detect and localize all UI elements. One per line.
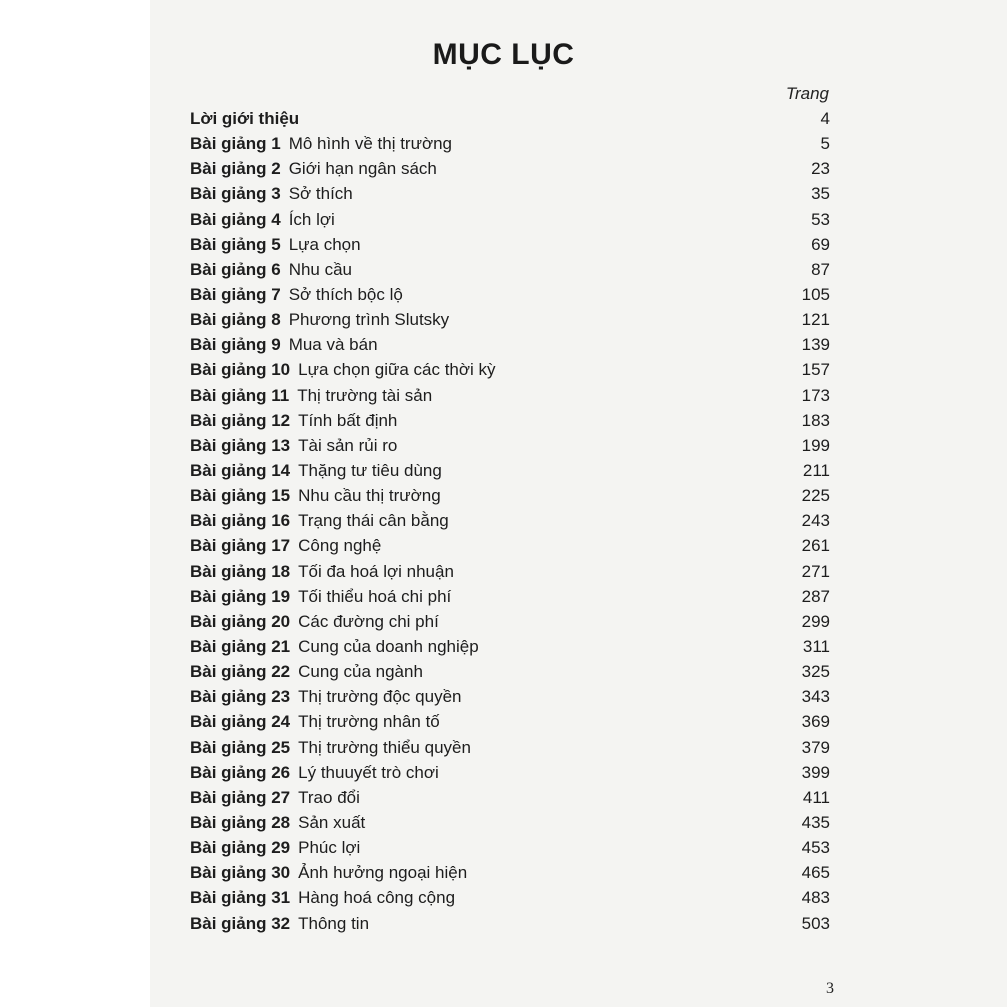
- toc-entry-label: Bài giảng 17: [190, 536, 291, 556]
- toc-entry-page: 211: [802, 460, 830, 480]
- toc-entry-page: 5: [820, 134, 830, 154]
- toc-entry: [190, 508, 830, 533]
- toc-entry: [190, 282, 830, 307]
- toc-entry-title: Thị trường thiểu quyền: [298, 737, 471, 757]
- toc-entry: [190, 131, 830, 156]
- toc-entry: [190, 785, 830, 810]
- toc-entry: [190, 483, 830, 508]
- toc-entry-label: Bài giảng 20: [190, 611, 291, 631]
- toc-entry-label: Bài giảng 31: [190, 888, 291, 908]
- toc-entry-label: Bài giảng 32: [190, 913, 291, 933]
- toc-entry-label: Bài giảng 3: [190, 184, 281, 204]
- toc-entry-label: Bài giảng 16: [190, 511, 291, 531]
- toc-entry-label: Bài giảng 26: [190, 762, 291, 782]
- footer-page-number: 3: [826, 980, 834, 997]
- toc-entry: [190, 533, 830, 558]
- toc-entry: [190, 383, 830, 408]
- toc-entry-title: Các đường chi phí: [298, 611, 439, 631]
- toc-entry-title: Thị trường tài sản: [297, 385, 433, 405]
- toc-entry: [190, 885, 830, 910]
- toc-entry-title: Mô hình về thị trường: [288, 134, 453, 154]
- toc-entry-label: Bài giảng 19: [190, 586, 291, 606]
- toc-entry-page: 399: [801, 762, 830, 782]
- toc-entry-page: 23: [811, 159, 830, 179]
- toc-entry-page: 69: [811, 234, 830, 254]
- toc-entry-label: Bài giảng 7: [190, 284, 281, 304]
- toc-entry-page: 4: [820, 109, 830, 128]
- toc-entry: [190, 307, 830, 332]
- toc-entry-label: Bài giảng 11: [190, 385, 290, 405]
- toc-entry-page: 299: [801, 611, 830, 631]
- toc-entry-page: 311: [802, 636, 830, 656]
- toc-entry-page: 243: [801, 511, 830, 531]
- toc-entry-label: Bài giảng 29: [190, 838, 291, 858]
- toc-entry-intro: [190, 106, 830, 131]
- toc-entry-label: Bài giảng 22: [190, 662, 291, 682]
- toc-entry-page: 173: [801, 385, 830, 405]
- toc-entry-title: Sở thích bộc lộ: [288, 284, 403, 304]
- toc-entry-title: Lựa chọn: [288, 234, 361, 254]
- toc-entry-title: Phương trình Slutsky: [288, 310, 450, 330]
- toc-entry-title: Ảnh hưởng ngoại hiện: [298, 863, 468, 883]
- toc-entry-title: Giới hạn ngân sách: [288, 159, 437, 179]
- toc-entry-label: Bài giảng 15: [190, 486, 291, 506]
- toc-entry-title: Ích lợi: [288, 209, 335, 229]
- toc-entry: [190, 810, 830, 835]
- toc-entry: [190, 634, 830, 659]
- toc-entry: [190, 232, 830, 257]
- toc-entry: [190, 684, 830, 709]
- toc-entry-title: Cung của doanh nghiệp: [298, 636, 479, 656]
- toc-entry: [190, 735, 830, 760]
- toc-entry-title: Phúc lợi: [298, 838, 361, 858]
- toc-entry-page: 379: [801, 737, 830, 757]
- toc-entry: [190, 659, 830, 684]
- page-title: [0, 38, 1007, 72]
- page-title-text: MỤC LỤC: [432, 38, 575, 71]
- toc-entry: [190, 458, 830, 483]
- toc-entry-title: Lý thuuyết trò chơi: [298, 762, 439, 782]
- toc-entry-page: 199: [801, 435, 830, 455]
- toc-entry-label: Bài giảng 25: [190, 737, 291, 757]
- toc-entry-label: Bài giảng 1: [190, 134, 281, 154]
- toc-entry-title: Tài sản rủi ro: [298, 435, 398, 455]
- toc-entry-page: 503: [801, 913, 830, 933]
- toc-entry-page: 287: [801, 586, 830, 606]
- toc-entry: [190, 408, 830, 433]
- toc-entry-title: Tính bất định: [298, 410, 398, 430]
- toc-entry-title: Thị trường độc quyền: [298, 687, 462, 707]
- toc-entry-page: 121: [801, 310, 830, 330]
- toc-entry-label: Bài giảng 5: [190, 234, 281, 254]
- toc-entry-label: Bài giảng 23: [190, 687, 291, 707]
- toc-entry-title: Cung của ngành: [298, 662, 423, 682]
- toc-entry-page: 105: [801, 284, 830, 304]
- toc-entry-page: 465: [801, 863, 830, 883]
- toc-entry: [190, 156, 830, 181]
- toc-entry-page: 225: [801, 486, 830, 506]
- toc-entry: [190, 332, 830, 357]
- toc-entry: [190, 609, 830, 634]
- toc-entry: [190, 559, 830, 584]
- toc-entry-page: 87: [811, 259, 830, 279]
- toc-entry-label: Bài giảng 30: [190, 863, 291, 883]
- toc-entry-page: 325: [801, 662, 830, 682]
- toc-entry-label: Bài giảng 6: [190, 259, 281, 279]
- toc-entry-label: Lời giới thiệu: [190, 109, 300, 128]
- toc-entry-title: Sở thích: [288, 184, 353, 204]
- toc-entry-label: Bài giảng 24: [190, 712, 291, 732]
- toc-entry-title: Thặng tư tiêu dùng: [298, 460, 442, 480]
- toc-entry-title: Tối thiểu hoá chi phí: [298, 586, 452, 606]
- toc-entry: [190, 911, 830, 936]
- toc-entry-label: Bài giảng 28: [190, 812, 291, 832]
- toc-entry-page: 453: [801, 838, 830, 858]
- toc-entry: [190, 760, 830, 785]
- toc-entry-title: Thị trường nhân tố: [298, 712, 440, 732]
- toc-entry-page: 157: [801, 360, 830, 380]
- toc-entry-page: 53: [811, 209, 830, 229]
- toc-entry-title: Hàng hoá công cộng: [298, 888, 456, 908]
- toc-entry: [190, 860, 830, 885]
- toc-entry-page: 435: [801, 812, 830, 832]
- toc-entry-label: Bài giảng 14: [190, 460, 291, 480]
- toc-entry-label: Bài giảng 27: [190, 787, 291, 807]
- toc-entry-label: Bài giảng 18: [190, 561, 291, 581]
- toc-entry-label: Bài giảng 9: [190, 335, 281, 355]
- toc-entry-label: Bài giảng 12: [190, 410, 291, 430]
- toc-entry: [190, 835, 830, 860]
- toc-entry: [190, 357, 830, 382]
- toc-entry-title: Thông tin: [298, 913, 370, 933]
- toc-entry-label: Bài giảng 13: [190, 435, 291, 455]
- page-column-label: Trang: [785, 84, 829, 103]
- toc-entry-page: 35: [811, 184, 830, 204]
- toc-entry-title: Trao đổi: [298, 787, 360, 807]
- toc-entry-title: Công nghệ: [298, 536, 382, 556]
- toc-entry-page: 261: [801, 536, 830, 556]
- toc-entry-title: Nhu cầu: [288, 259, 353, 279]
- toc-entry-page: 271: [801, 561, 830, 581]
- toc-entry-label: Bài giảng 21: [190, 636, 291, 656]
- toc-entry-page: 369: [801, 712, 830, 732]
- toc-entry: [190, 584, 830, 609]
- toc-entry-page: 139: [801, 335, 830, 355]
- toc-entry-title: Nhu cầu thị trường: [298, 486, 441, 506]
- toc-entry: [190, 181, 830, 206]
- toc-entry-page: 183: [801, 410, 830, 430]
- toc-entry-label: Bài giảng 8: [190, 310, 281, 330]
- toc-entry-title: Tối đa hoá lợi nhuận: [298, 561, 454, 581]
- toc-entry: [190, 709, 830, 734]
- toc-entry-label: Bài giảng 2: [190, 159, 281, 179]
- toc-entry-page: 343: [801, 687, 830, 707]
- table-of-contents: [190, 106, 830, 936]
- toc-entry: [190, 433, 830, 458]
- toc-entry-title: Sản xuất: [298, 812, 366, 832]
- toc-entry-page: 483: [801, 888, 830, 908]
- toc-entry-title: Trạng thái cân bằng: [298, 511, 449, 531]
- toc-entry-page: 411: [802, 787, 830, 807]
- toc-entry-label: Bài giảng 4: [190, 209, 281, 229]
- toc-entry-title: Lựa chọn giữa các thời kỳ: [298, 360, 496, 380]
- page-margin: [0, 0, 150, 1007]
- toc-entry: [190, 207, 830, 232]
- toc-entry: [190, 257, 830, 282]
- toc-entry-title: Mua và bán: [288, 335, 378, 355]
- toc-entry-label: Bài giảng 10: [190, 360, 291, 380]
